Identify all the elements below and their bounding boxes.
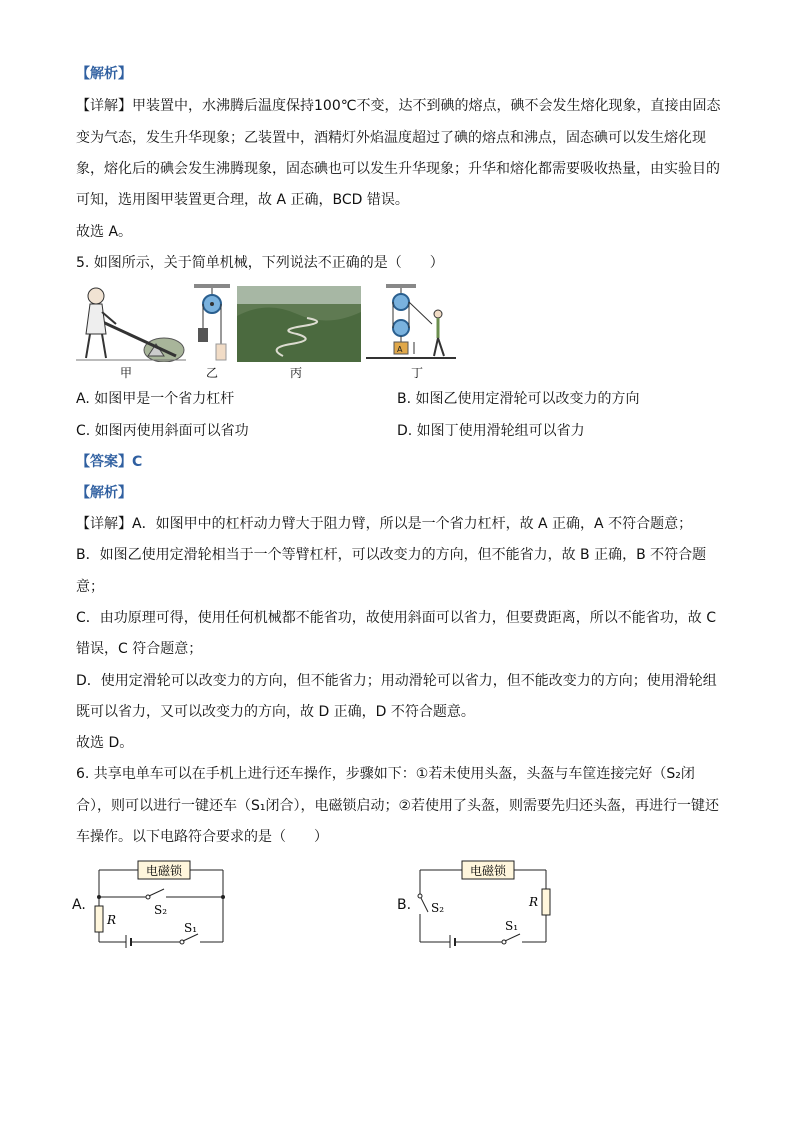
q4-detail-line: 【详解】甲装置中，水沸腾后温度保持100℃不变，达不到碘的熔点，碘不会发生熔化现象，直接由固态 [76, 98, 721, 114]
q4-analysis-tag: 【解析】 [76, 66, 132, 82]
circuit-a-s2-label: S₂ [154, 903, 168, 917]
mountain-road-photo [237, 286, 361, 362]
circuit-b-r-label: R [529, 895, 539, 909]
circuit-a-s1-label: S₁ [184, 921, 198, 935]
q6-stem-line: 6. 共享电单车可以在手机上进行还车操作，步骤如下：①若未使用头盔，头盔与车筐连接完好（S₂闭 [76, 766, 695, 782]
q6-stem-line: 合），则可以进行一键还车（S₁闭合），电磁锁启动；②若使用了头盔，则需要先归还头盔，再进行一键还 [76, 798, 720, 814]
circuit-b-label: B. [397, 897, 412, 913]
lever-figure [76, 284, 186, 362]
q5-detail-line: B．如图乙使用定滑轮相当于一个等臂杠杆，可以改变力的方向，但不能省力，故 B 正确，B 不符合题 [76, 547, 707, 563]
figure-caption: 甲 [120, 366, 133, 380]
q5-option-a: A. 如图甲是一个省力杠杆 [76, 391, 235, 407]
fixed-pulley-figure [192, 284, 232, 362]
q5-stem: 5. 如图所示，关于简单机械，下列说法不正确的是（ ） [76, 255, 444, 271]
figure-caption: 丁 [411, 366, 424, 380]
q5-detail-line: 错误，C 符合题意； [76, 641, 203, 657]
q4-choice: 故选 A。 [76, 224, 133, 240]
circuit-b-lock-label: 电磁锁 [469, 864, 507, 878]
q5-detail-line: C．由功原理可得，使用任何机械都不能省功，故使用斜面可以省力，但要费距离，所以不能省功，故 C [76, 610, 716, 626]
circuit-a-r-label: R [107, 913, 117, 927]
q4-detail-line: 变为气态，发生升华现象；乙装置中，酒精灯外焰温度超过了碘的熔点和沸点，固态碘可以发生熔化现 [76, 130, 706, 146]
q4-detail-line: 象，熔化后的碘会发生沸腾现象，固态碘也可以发生升华现象；升华和熔化都需要吸收热量，由实验目的 [76, 161, 720, 177]
q5-option-b: B. 如图乙使用定滑轮可以改变力的方向 [397, 391, 640, 407]
q5-detail-line: 意； [76, 579, 104, 595]
q5-detail-line: D．使用定滑轮可以改变力的方向，但不能省力；用动滑轮可以省力，但不能改变力的方向；使用滑轮组 [76, 673, 717, 689]
q5-option-c: C. 如图丙使用斜面可以省功 [76, 423, 249, 439]
q5-answer: 【答案】C [76, 454, 143, 470]
svg-text:A: A [397, 345, 403, 354]
circuit-a-diagram [90, 856, 230, 948]
q5-detail-line: 【详解】A．如图甲中的杠杆动力臂大于阻力臂，所以是一个省力杠杆，故 A 正确，A 不符合题意； [76, 516, 693, 532]
figure-caption: 乙 [206, 366, 219, 380]
q4-detail-line: 可知，选用图甲装置更合理，故 A 正确，BCD 错误。 [76, 192, 409, 208]
q5-option-d: D. 如图丁使用滑轮组可以省力 [397, 423, 585, 439]
q5-choice: 故选 D。 [76, 735, 134, 751]
circuit-a-lock-label: 电磁锁 [145, 864, 183, 878]
circuit-b-diagram [416, 856, 556, 948]
figure-caption: 丙 [290, 366, 303, 380]
circuit-a-label: A. [72, 897, 86, 913]
q6-stem-line: 车操作。以下电路符合要求的是（ ） [76, 829, 328, 845]
q5-detail-line: 既可以省力，又可以改变力的方向，故 D 正确，D 不符合题意。 [76, 704, 475, 720]
q5-analysis-tag: 【解析】 [76, 485, 132, 501]
pulley-system-figure [366, 284, 456, 362]
circuit-b-s1-label: S₁ [505, 919, 519, 933]
circuit-b-s2-label: S₂ [431, 901, 445, 915]
